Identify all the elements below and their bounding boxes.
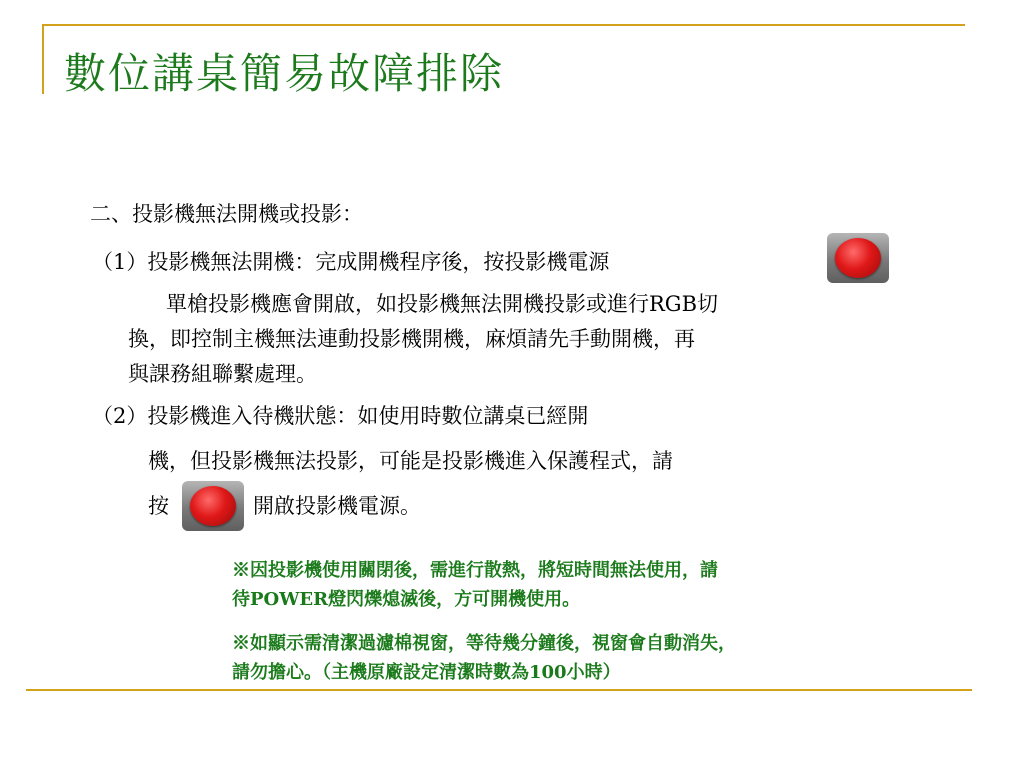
note2-line1: ※如顯示需清潔過濾棉視窗，等待幾分鐘後，視窗會自動消失， [232,633,736,654]
item1-line3: 換，即控制主機無法連動投影機開機，麻煩請先手動開機，再 [128,327,695,351]
left-accent-bar [42,24,44,94]
section-heading: 二、投影機無法開機或投影： [90,202,363,226]
item2-line3-before: 按 [148,494,169,518]
power-button-icon [182,481,244,531]
item1-line2: 單槍投影機應會開啟，如投影機無法開機投影或進行RGB切 [166,292,719,316]
item1-line4: 與課務組聯繫處理。 [128,362,317,386]
item2-line2: 機，但投影機無法投影，可能是投影機進入保護程式，請 [148,449,673,473]
note1-line2: 待POWER燈閃爍熄滅後，方可開機使用。 [232,589,581,610]
slide-title: 數位講桌簡易故障排除 [64,49,505,98]
note2-line2: 請勿擔心。（主機原廠設定清潔時數為100小時） [232,662,621,683]
item2-line1: （2）投影機進入待機狀態：如使用時數位講桌已經開 [92,404,589,428]
top-divider [44,24,965,26]
item1-line1: （1）投影機無法開機：完成開機程序後，按投影機電源 [92,250,610,274]
item2-line3-after: 開啟投影機電源。 [253,494,421,518]
bottom-divider [26,689,972,691]
power-button-cap [190,486,236,526]
power-button-cap [835,238,881,278]
note1-line1: ※因投影機使用關閉後，需進行散熱，將短時間無法使用，請 [232,560,718,581]
power-button-icon [827,233,889,283]
